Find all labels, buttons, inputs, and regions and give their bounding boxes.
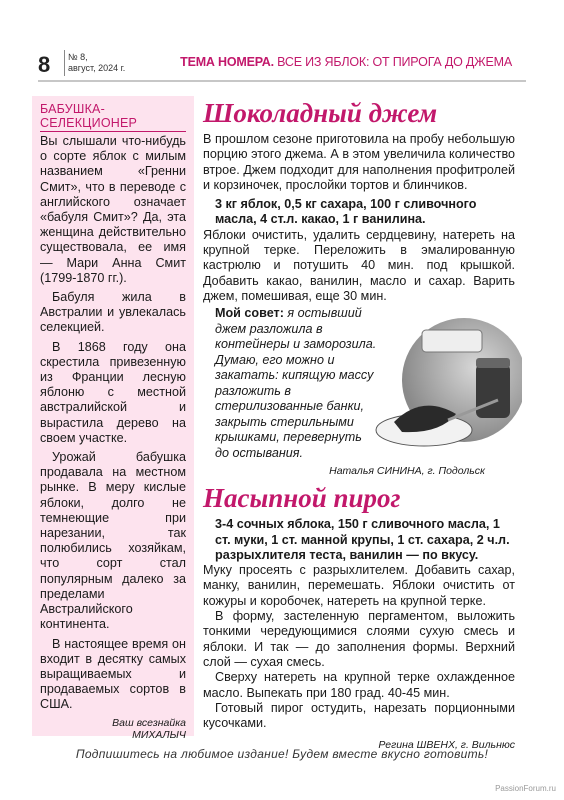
recipe-method: Яблоки очистить, удалить сердцевину, натереть на крупной терке. Переложить в эмалированную кастрюлю и потушить 40 мин. под крышкой. Добавить какао, ванилин, масло и сахар. Варить джем, помешивая, еще 30 мин.	[203, 227, 515, 303]
recipe-ingredients: 3-4 сочных яблока, 150 г сливочного масла, 1 ст. муки, 1 ст. манной крупы, 1 ст. сахара, 2 ч.л. разрыхлителя теста, ванилин — по вкусу.	[215, 517, 510, 562]
page-number: 8	[38, 52, 51, 77]
recipe-step: В форму, застеленную пергаментом, выложить тонкими чередующимися слоями сухую смесь и яблоки. И так — до заполнения формы. Верхний слой — сухая смесь.	[203, 609, 515, 669]
recipe-author: Наталья СИНИНА, г. Подольск	[329, 465, 485, 478]
header-divider	[64, 50, 65, 76]
recipe-title-pie: Насыпной пирог	[203, 483, 401, 514]
sidebar-box	[32, 96, 194, 741]
page-header	[0, 0, 564, 82]
recipe-step: Сверху натереть на крупной терке охлажденное масло. Выпекать при 180 град. 40-45 мин.	[203, 670, 515, 700]
sidebar-title-rule	[40, 131, 186, 132]
advice-block	[215, 306, 379, 461]
theme-title: ВСЕ ИЗ ЯБЛОК: ОТ ПИРОГА ДО ДЖЕМА	[277, 55, 512, 69]
sidebar-signature	[40, 717, 186, 741]
issue-number: № 8,	[68, 52, 88, 62]
recipe-author: Регина ШВЕНХ, г. Вильнюс	[378, 739, 515, 752]
jam-illustration	[372, 318, 522, 468]
advice-text: я остывший джем разложила в контейнеры и заморозила. Думаю, его можно и закатать: кипящую массу разложить в стерилизованные банки, закрыть стерильными крышками, перевернуть до остывания.	[215, 306, 377, 460]
sidebar-title	[40, 102, 186, 130]
sidebar-paragraph: В настоящее время он входит в десятку самых выращиваемых и продаваемых сортов в США.	[40, 636, 186, 712]
sidebar-title-line1: БАБУШКА-	[40, 102, 105, 116]
sidebar-paragraph: В 1868 году она скрестила привезенную из Франции лесную яблоню с местной австралийской и вырастила дерево на своем участке.	[40, 339, 186, 445]
header-rule	[38, 80, 526, 82]
sidebar-paragraph: Бабуля жила в Австралии и увлекалась селекцией.	[40, 290, 186, 335]
sidebar-paragraph: Вы слышали что-нибудь о сорте яблок с милым названием «Гренни Смит», что в переводе с английского означает «бабуля Смит»? Да, эта женщина действительно существовала, ее имя — Мари Анна Смит (1799-1870 гг.).	[40, 134, 186, 285]
footer-slogan: Подпишитесь на любимое издание! Будем вместе вкусно готовить!	[75, 747, 489, 761]
signature-line1: Ваш всезнайка	[112, 716, 186, 729]
recipe-intro: В прошлом сезоне приготовила на пробу небольшую порцию этого джема. А в этом увеличила количество втрое. Джем подходит для наполнения профитролей и корзиночек, прослойки тортов и блинчиков.	[203, 132, 515, 192]
recipe-ingredients: 3 кг яблок, 0,5 кг сахара, 100 г сливочного масла, 4 ст.л. какао, 1 г ванилина.	[215, 197, 477, 227]
issue-theme	[180, 55, 512, 69]
jar-lid-icon	[476, 358, 510, 368]
theme-label: ТЕМА НОМЕРА.	[180, 55, 274, 69]
recipe-step: Муку просеять с разрыхлителем. Добавить сахар, манку, ванилин, перемешать. Яблоки очистить от кожуры и коробочек, натереть на крупной терке.	[203, 563, 515, 608]
issue-info	[68, 52, 125, 74]
bread-icon	[422, 330, 482, 352]
issue-date: август, 2024 г.	[68, 63, 126, 73]
recipe-step: Готовый пирог остудить, нарезать порционными кусочками.	[203, 700, 515, 731]
sidebar-paragraph: Урожай бабушка продавала на местном рынке. В меру кислые яблоки, долго не темнеющие при нарезании, так полюбились хозяйкам, что сорт стал популярным далеко за пределами Австралийского континента.	[40, 450, 186, 632]
recipe-title-jam: Шоколадный джем	[203, 98, 438, 128]
advice-label: Мой совет:	[215, 306, 284, 321]
watermark: PassionForum.ru	[495, 784, 556, 793]
signature-line2: МИХАЛЫЧ	[132, 728, 186, 741]
sidebar-title-line2: СЕЛЕКЦИОНЕР	[40, 116, 138, 130]
jar-icon	[476, 364, 510, 418]
